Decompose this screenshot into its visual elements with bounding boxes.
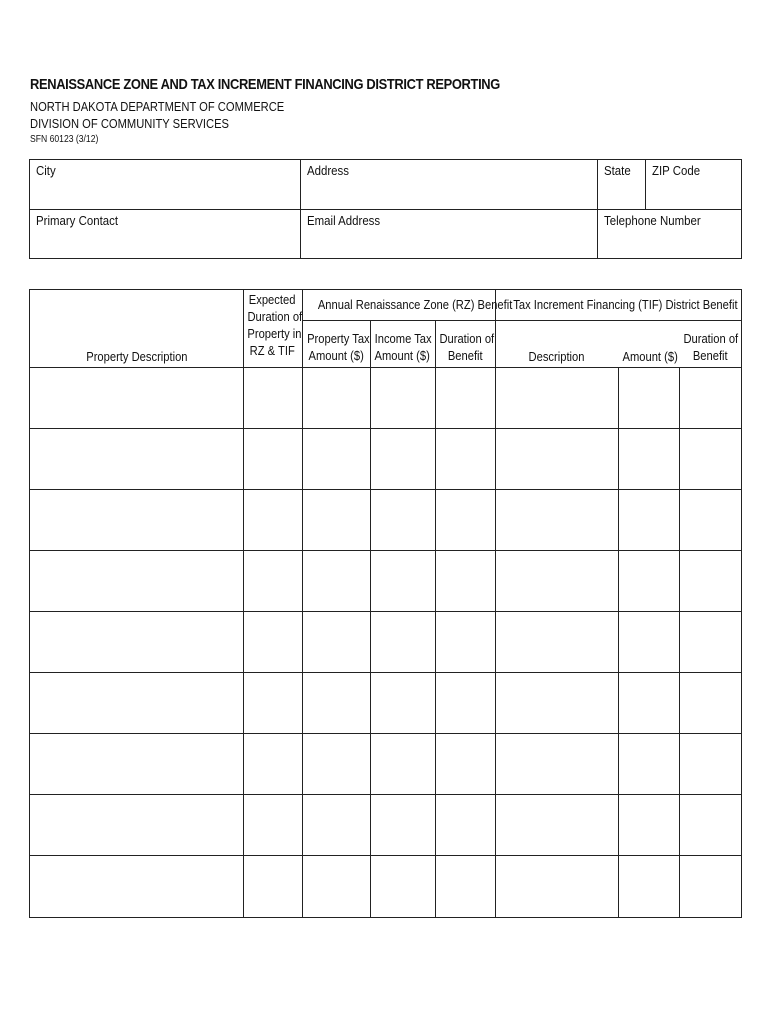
divider bbox=[30, 209, 741, 210]
table-row[interactable] bbox=[30, 795, 741, 856]
header-property-description: Property Description bbox=[85, 349, 188, 364]
table-row[interactable] bbox=[30, 368, 741, 429]
table-row[interactable] bbox=[30, 490, 741, 551]
table-row[interactable] bbox=[30, 551, 741, 612]
telephone-label: Telephone Number bbox=[604, 213, 701, 228]
header-tif-duration: Duration of Benefit bbox=[683, 331, 739, 363]
table-row[interactable] bbox=[30, 673, 741, 734]
header-rz-property-tax: Property Tax Amount ($) bbox=[307, 331, 370, 363]
form-number: SFN 60123 (3/12) bbox=[30, 134, 99, 145]
form-title: RENAISSANCE ZONE AND TAX INCREMENT FINANCING DISTRICT REPORTING bbox=[30, 76, 500, 93]
header-rz-duration: Duration of Benefit bbox=[439, 331, 495, 363]
primary-contact-label: Primary Contact bbox=[36, 213, 119, 228]
address-field[interactable] bbox=[301, 160, 599, 210]
zip-field[interactable] bbox=[646, 160, 741, 210]
primary-contact-field[interactable] bbox=[30, 210, 306, 258]
table-row[interactable] bbox=[30, 856, 741, 917]
state-field[interactable] bbox=[598, 160, 648, 210]
zip-label: ZIP Code bbox=[652, 163, 701, 178]
header-rz-benefit-group: Annual Renaissance Zone (RZ) Benefit bbox=[317, 297, 513, 312]
telephone-field[interactable] bbox=[598, 210, 741, 258]
city-field[interactable] bbox=[30, 160, 306, 210]
table-row[interactable] bbox=[30, 612, 741, 673]
header-expected-duration: Expected Duration of Property in RZ & TIF bbox=[247, 292, 303, 358]
table-row[interactable] bbox=[30, 734, 741, 795]
header-rz-income-tax: Income Tax Amount ($) bbox=[374, 331, 432, 363]
city-label: City bbox=[36, 163, 56, 178]
address-label: Address bbox=[307, 163, 349, 178]
division-name: DIVISION OF COMMUNITY SERVICES bbox=[30, 116, 229, 131]
header-tif-benefit-group: Tax Increment Financing (TIF) District Benefit bbox=[513, 297, 738, 312]
group-header-divider bbox=[302, 320, 741, 321]
department-name: NORTH DAKOTA DEPARTMENT OF COMMERCE bbox=[30, 99, 285, 114]
property-table bbox=[29, 289, 742, 918]
state-label: State bbox=[604, 163, 631, 178]
email-label: Email Address bbox=[307, 213, 381, 228]
header-tif-amount: Amount ($) bbox=[622, 349, 678, 364]
header-tif-description: Description bbox=[528, 349, 585, 364]
email-field[interactable] bbox=[301, 210, 599, 258]
divider bbox=[645, 160, 646, 210]
contact-info-box bbox=[29, 159, 742, 259]
table-row[interactable] bbox=[30, 429, 741, 490]
form-header bbox=[30, 76, 576, 147]
